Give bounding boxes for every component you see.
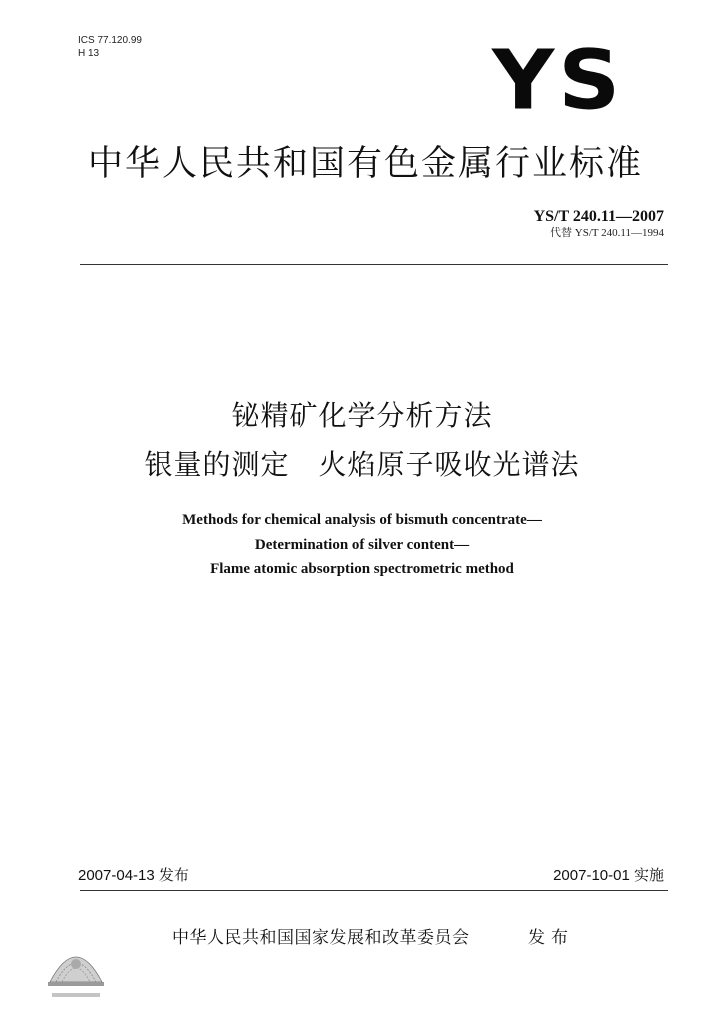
effective-date: 2007-10-01 实施 [553,867,664,884]
standard-number: YS/T 240.11—2007 [533,208,664,225]
issuer-name: 中华人民共和国国家发展和改革委员会 [172,928,470,948]
ics-code: ICS 77.120.99 [78,35,142,46]
title-en-line2: Determination of silver content— [254,537,470,553]
national-emblem-icon [44,938,108,988]
replaced-standard: 代替 YS/T 240.11—1994 [550,227,664,239]
bottom-divider [80,890,668,891]
title-en-line1: Methods for chemical analysis of bismuth concentrate— [182,512,542,528]
ccs-code: H 13 [78,48,100,59]
title-en-line3: Flame atomic absorption spectrometric method [210,561,514,577]
emblem-caption-mark [48,992,104,998]
issue-date: 2007-04-13 发布 [78,867,189,884]
classification-codes [78,34,142,60]
standard-type-title: 中华人民共和国有色金属行业标准 [88,144,644,184]
ys-logo: YS [492,33,625,129]
title-cn-line2: 银量的测定 火焰原子吸收光谱法 [144,448,580,481]
issue-label: 发布 [528,928,574,948]
top-divider [80,264,668,265]
title-cn-line1: 铋精矿化学分析方法 [231,399,493,432]
